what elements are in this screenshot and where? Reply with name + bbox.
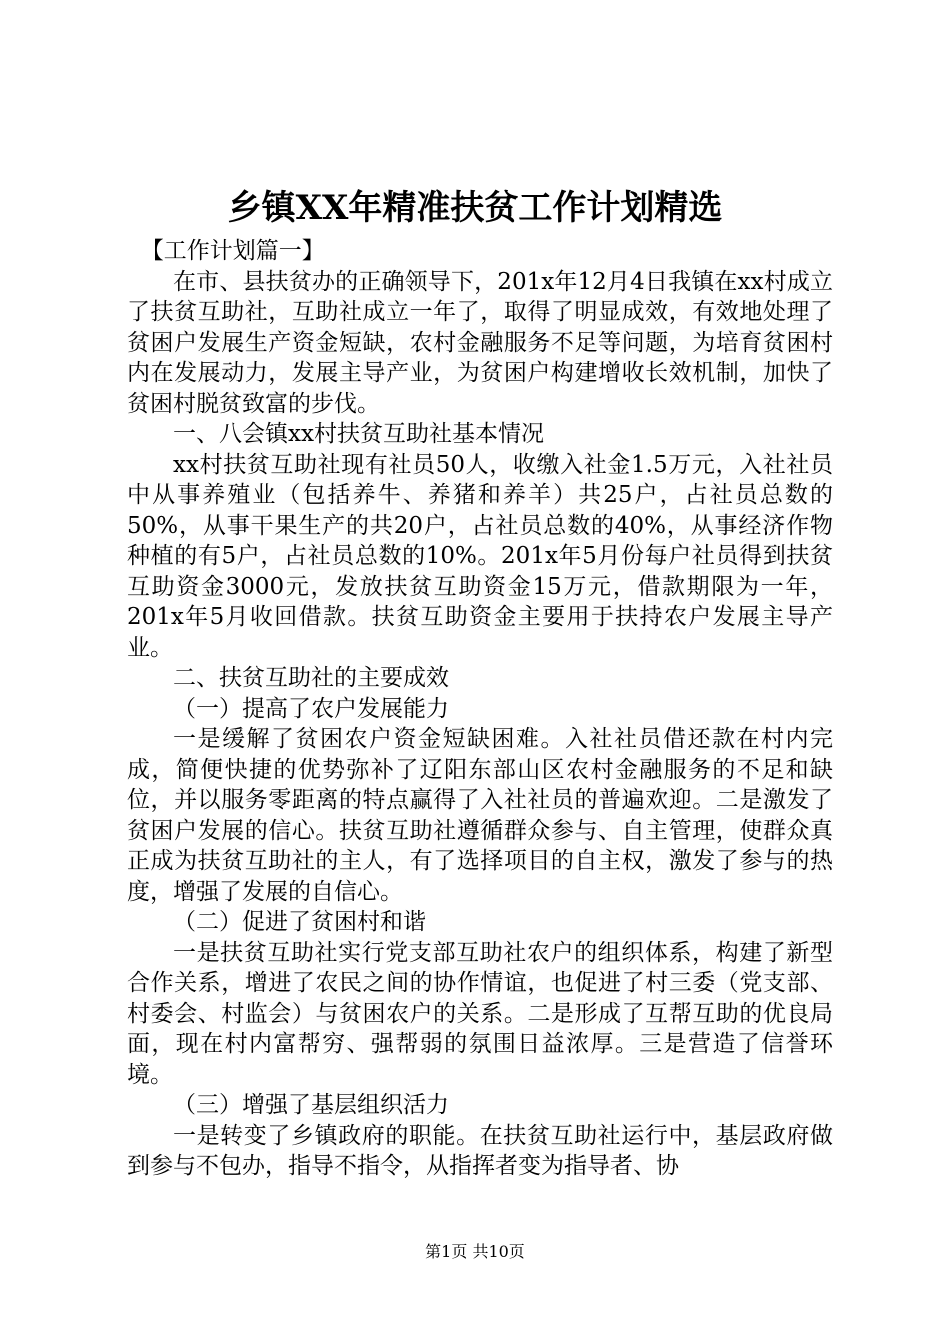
- paragraph-intro: 在市、县扶贫办的正确领导下，201x年12月4日我镇在xx村成立了扶贫互助社，互助社成立一年了，取得了明显成效，有效地处理了贫困户发展生产资金短缺，农村金融服务不足等问题，为培育贫困村内在发展动力，发展主导产业，为贫困户构建增收长效机制，加快了贫困村脱贫致富的步伐。: [127, 268, 833, 417]
- subheading-capability: （一）提高了农户发展能力: [173, 695, 449, 722]
- subheading-harmony: （二）促进了贫困村和谐: [173, 909, 426, 935]
- paragraph-basic-situation: xx村扶贫互助社现有社员50人，收缴入社金1.5万元，入社社员中从事养殖业（包括养牛、养猪和养羊）共25户，占社员总数的50%，从事干果生产的共20户，占社员总数的40%，从事经济作物种植的有5户，占社员总数的10%。201x年5月份每户社员得到扶贫互助资金3000元，发放扶贫互助资金15万元，借款期限为一年，201x年5月收回借款。扶贫互助资金主要用于扶持农户发展主导产业。: [127, 451, 833, 661]
- heading-main-results: 二、扶贫互助社的主要成效: [173, 665, 449, 691]
- page-footer: 第1页 共10页: [425, 1242, 525, 1261]
- paragraph-capability: 一是缓解了贫困农户资金短缺困难。入社社员借还款在村内完成，简便快捷的优势弥补了辽阳东部山区农村金融服务的不足和缺位，并以服务零距离的特点赢得了入社社员的普遍欢迎。二是激发了贫困户发展的信心。扶贫互助社遵循群众参与、自主管理，使群众真正成为扶贫互助社的主人，有了选择项目的自主权，激发了参与的热度，增强了发展的自信心。: [127, 726, 833, 905]
- heading-basic-situation: 一、八会镇xx村扶贫互助社基本情况: [173, 421, 544, 447]
- section-label: 【工作计划篇一】: [140, 238, 325, 264]
- paragraph-harmony: 一是扶贫互助社实行党支部互助社农户的组织体系，构建了新型合作关系，增进了农民之间的协作情谊，也促进了村三委（党支部、村委会、村监会）与贫困农户的关系。二是形成了互帮互助的优良局面，现在村内富帮穷、强帮弱的氛围日益浓厚。三是营造了信誉环境。: [127, 939, 833, 1088]
- document-body: [127, 236, 833, 1182]
- paragraph-vitality: 一是转变了乡镇政府的职能。在扶贫互助社运行中，基层政府做到参与不包办，指导不指令，从指挥者变为指导者、协: [127, 1122, 833, 1179]
- subheading-vitality: （三）增强了基层组织活力: [173, 1092, 449, 1118]
- document-title: 乡镇XX年精准扶贫工作计划精选: [227, 188, 723, 228]
